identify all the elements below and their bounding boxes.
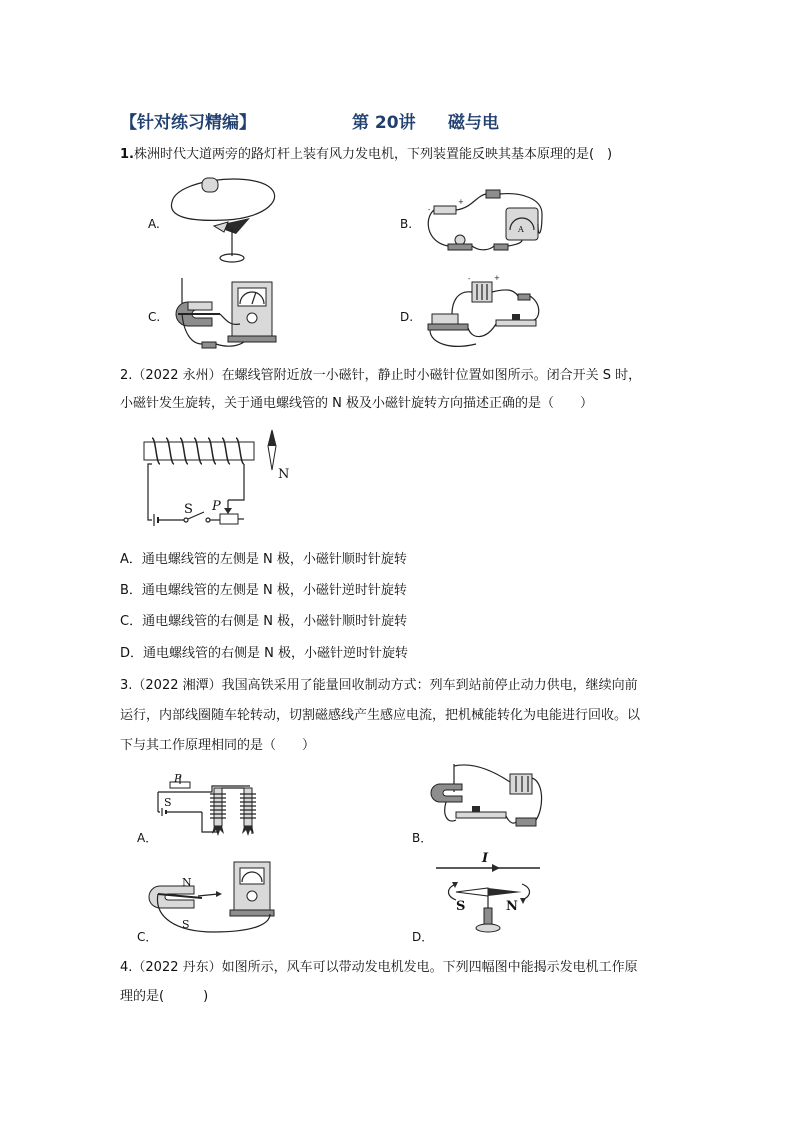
q1-option-b: B. <box>400 217 413 231</box>
q1-line <box>120 147 612 163</box>
q3-figure-a <box>150 772 276 842</box>
q3-line-1: 3.（2022 湘潭）我国高铁采用了能量回收制动方式：列车到站前停止动力供电，继续向前 <box>120 678 638 693</box>
q3-line-2: 运行，内部线圈随车轮转动，切割磁感线产生感应电流，把机械能转化为电能进行回收。以 <box>120 708 641 723</box>
q3-d-s-label: S <box>456 899 466 914</box>
q2-solenoid-figure <box>138 430 298 528</box>
q3-figure-b <box>432 764 548 834</box>
q1-figure-b <box>420 184 556 262</box>
q2-option-b: B．通电螺线管的左侧是 N 极，小磁针逆时针旋转 <box>120 583 407 598</box>
q1-figure-c <box>168 274 288 356</box>
svg-text:A: A <box>518 225 524 234</box>
q3-d-n-label: N <box>506 899 518 914</box>
q1-option-d: D. <box>400 310 414 324</box>
q3-c-s-label: S <box>182 918 190 931</box>
q2-compass-n-label: N <box>278 467 290 482</box>
q2-line-2: 小磁针发生旋转，关于通电螺线管的 N 极及小磁针旋转方向描述正确的是（ ） <box>120 396 593 411</box>
svg-text:-: - <box>468 275 471 283</box>
q3-figure-c <box>154 856 290 936</box>
q1-number: 1. <box>120 147 134 162</box>
q2-option-d: D．通电螺线管的右侧是 N 极，小磁针逆时针旋转 <box>120 646 408 661</box>
svg-text:+: + <box>494 274 500 282</box>
q2-switch-s-label: S <box>184 502 193 517</box>
q1-option-a: A. <box>148 217 160 231</box>
q3-figure-d <box>432 848 544 940</box>
q2-line-1: 2.（2022 永州）在螺线管附近放一小磁针，静止时小磁针位置如图所示。闭合开关 S 时， <box>120 368 642 383</box>
q2-option-c: C．通电螺线管的右侧是 N 极，小磁针顺时针旋转 <box>120 614 408 629</box>
series-title: 【针对练习精编】 <box>120 113 256 133</box>
q3-option-d: D． <box>412 930 434 944</box>
q3-line-3: 下与其工作原理相同的是（ ） <box>120 738 316 753</box>
q1-option-c: C. <box>148 310 161 324</box>
q3-option-c: C． <box>137 930 158 944</box>
q3-c-n-label: N <box>182 876 192 889</box>
svg-text:+: + <box>458 198 464 206</box>
q4-line-2: 理的是( ) <box>120 989 209 1004</box>
q3-a-p-label: P <box>174 772 182 785</box>
q3-option-a: A． <box>137 831 158 845</box>
svg-text:-: - <box>428 206 431 214</box>
q3-d-current-label: I <box>482 851 489 866</box>
q2-option-a: A．通电螺线管的左侧是 N 极，小磁针顺时针旋转 <box>120 552 407 567</box>
q1-figure-d <box>422 274 546 352</box>
q3-option-b: B． <box>412 831 433 845</box>
q2-slider-p-label: P <box>212 499 221 514</box>
q3-a-s-label: S <box>164 796 172 809</box>
q1-figure-a <box>166 172 286 268</box>
lesson-topic: 磁与电 <box>448 113 499 133</box>
q4-line-1: 4.（2022 丹东）如图所示，风车可以带动发电机发电。下列四幅图中能揭示发电机工作原 <box>120 960 638 975</box>
q1-text: 株洲时代大道两旁的路灯杆上装有风力发电机，下列装置能反映其基本原理的是( ) <box>133 147 613 162</box>
lesson-number: 第 20讲 <box>352 113 416 133</box>
